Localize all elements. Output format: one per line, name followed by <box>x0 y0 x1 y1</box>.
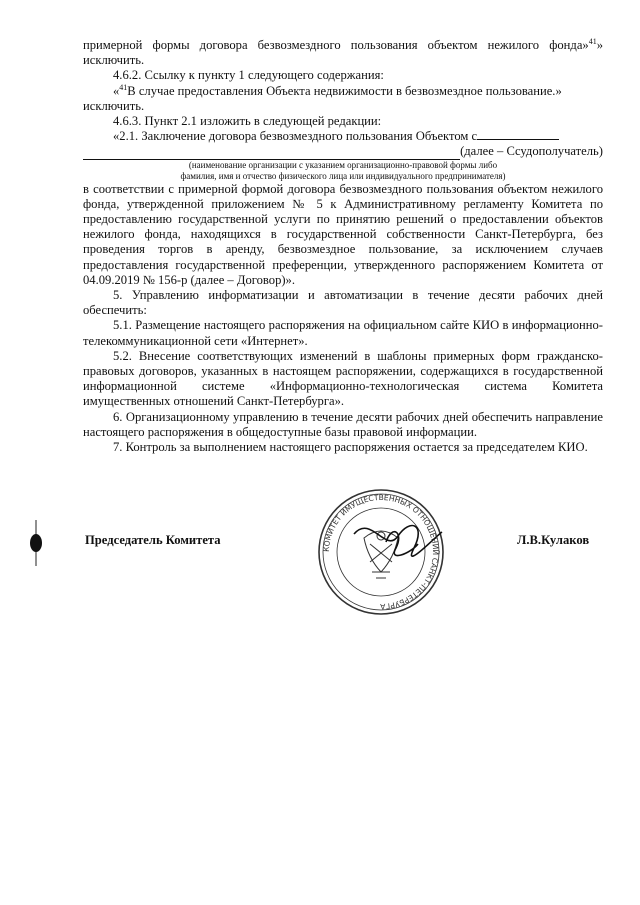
official-seal <box>316 484 446 620</box>
paragraph-contract: в соответствии с примерной формой договора безвозмездного пользования объектом нежилого фонда, утвержденной приложением № 5 к Административному регламенту Комитета по предоставлению государственной услуги по принятию решений о предоставлении объектов нежилого фонда, находящихся в государственной собственности Санкт-Петербурга, без проведения торгов в аренду, безвозмездное пользование, за исключением случаев предоставления государственной преференции, утвержденного распоряжением Комитета от 04.09.2019 № 156-р (далее – Договор)». <box>83 181 603 287</box>
seal-ring-text-path: КОМИТЕТ ИМУЩЕСТВЕННЫХ ОТНОШЕНИЙ САНКТ-ПЕТЕРБУРГА <box>321 492 441 612</box>
paragraph-5: 5. Управлению информатизации и автоматизации в течение десяти рабочих дней обеспечить: <box>83 288 603 318</box>
coat-of-arms-icon <box>364 531 398 578</box>
paragraph-footnote-ref: «$^{41}$В случае предоставления Объекта недвижимости в безвозмездное пользование.» исключить. <box>83 82 562 113</box>
blank-line <box>477 139 559 140</box>
paragraph-1: примерной формы договора безвозмездного пользования объектом нежилого фонда»$^{41}$» исключить. <box>83 36 603 68</box>
borrower-line: (далее – Ссудополучатель) <box>83 144 603 159</box>
paragraph-2-1: «2.1. Заключение договора безвозмездного пользования Объектом с <box>83 129 603 144</box>
paragraph-4-6-2: 4.6.2. Ссылку к пункту 1 следующего содержания: <box>113 68 384 83</box>
document-body <box>83 38 603 455</box>
paragraph-5-2: 5.2. Внесение соответствующих изменений в шаблоны примерных форм гражданско-правовых договоров, указанных в настоящем распоряжении, содержащихся в государственной информационной системе «Информационно-технологическая система Комитета имущественных отношений Санкт-Петербурга». <box>83 348 603 409</box>
seal-ring-text <box>322 493 440 611</box>
paragraph-4-6-3: 4.6.3. Пункт 2.1 изложить в следующей редакции: <box>113 114 382 129</box>
paragraph-7: 7. Контроль за выполнением настоящего распоряжения остается за председателем КИО. <box>113 440 588 455</box>
paragraph-5-1: 5.1. Размещение настоящего распоряжения на официальном сайте КИО в информационно-телекоммуникационной сети «Интернет». <box>83 318 603 348</box>
signatory-name: Л.В.Кулаков <box>517 533 590 547</box>
paragraph-6: 6. Организационному управлению в течение десяти рабочих дней обеспечить направление настоящего распоряжения в общедоступные базы правовой информации. <box>83 409 603 439</box>
blank-line <box>83 147 460 160</box>
field-note-2: фамилия, имя и отчество физического лица или индивидуального предпринимателя) <box>180 170 506 181</box>
signatory-title: Председатель Комитета <box>85 533 221 547</box>
binding-hole-mark <box>28 520 44 566</box>
field-note-1: (наименование организации с указанием организационно-правовой формы либо <box>188 159 498 170</box>
